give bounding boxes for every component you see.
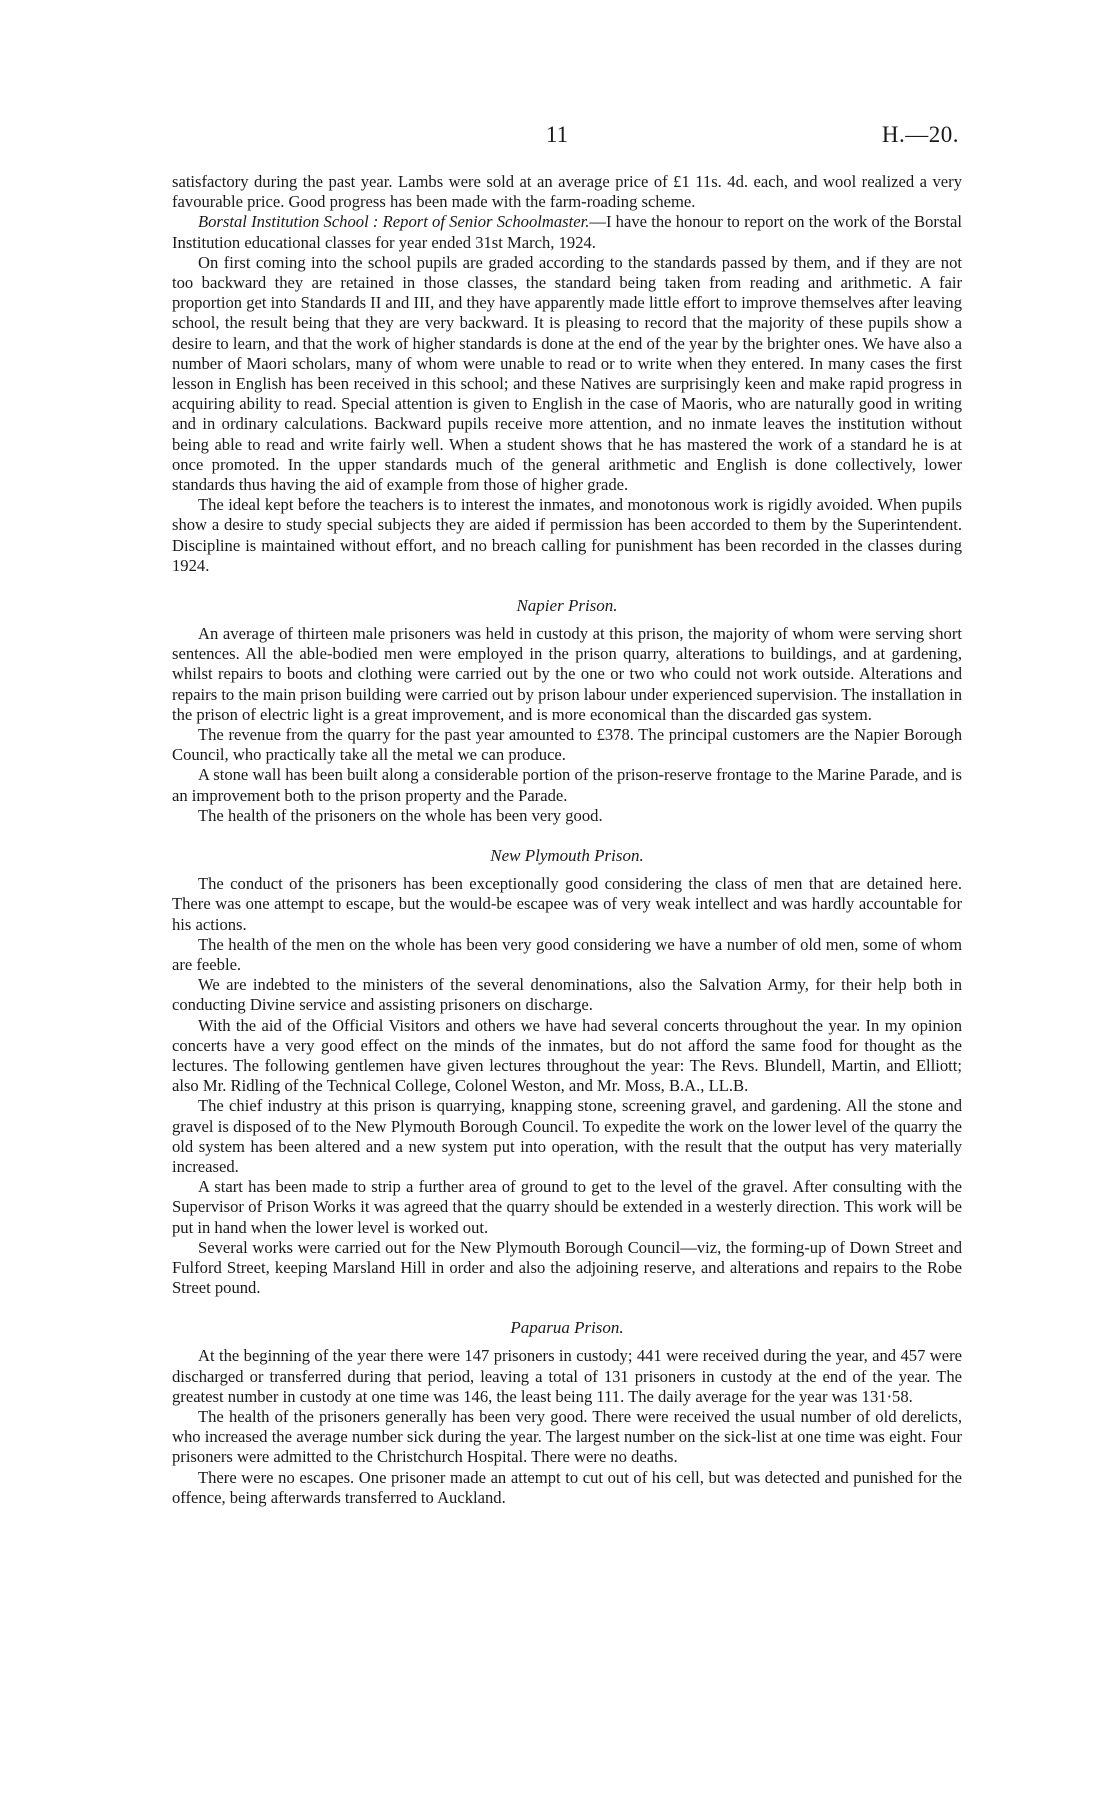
paragraph: The conduct of the prisoners has been exceptionally good considering the class of men that are detained here. There was one attempt to escape, but the would-be escapee was of very weak intellect and was hardly accountable for his actions. bbox=[172, 874, 962, 934]
page-number: 11 bbox=[545, 122, 569, 147]
paragraph: The health of the prisoners on the whole has been very good. bbox=[198, 805, 603, 825]
paragraph: Several works were carried out for the New Plymouth Borough Council—viz, the forming-up of Down Street and Fulford Street, keeping Marsland Hill in order and also the adjoining reserve, and alterations and repairs to the Robe Street pound. bbox=[172, 1237, 962, 1298]
paragraph: satisfactory during the past year. Lambs were sold at an average price of £1 11s. 4d. each, and wool realized a very favourable price. Good progress has been made with the farm-roading scheme. bbox=[172, 172, 962, 212]
paragraph: On first coming into the school pupils are graded according to the standards passed by them, and if they are not too backward they are retained in those classes, the standard being taken from reading and arithmetic. A fair proportion get into Standards II and III, and they have apparently made little effort to improve themselves after leaving school, the result being that they are very backward. It is pleasing to record that the majority of these pupils show a desire to learn, and that the work of higher standards is done at the end of the year by the brighter ones. We have also a number of Maori scholars, many of whom were unable to read or to write when they entered. In many cases the first lesson in English has been received in this school; and these Natives are surprisingly keen and make rapid progress in acquiring ability to read. Special attention is given to English in the case of Maoris, who are naturally good in writing and in ordinary calculations. Backward pupils receive more attention, and no inmate leaves the institution without being able to read and write fairly well. When a student shows that he has mastered the work of a standard he is at once promoted. In the upper standards much of the general arithmetic and English is done collectively, lower standards thus having the aid of example from those of higher grade. bbox=[172, 252, 962, 495]
paragraph: A stone wall has been built along a considerable portion of the prison-reserve frontage to the Marine Parade, and is an improvement both to the prison property and the Parade. bbox=[172, 765, 962, 805]
report-title: Borstal Institution School : Report of Senior Schoolmaster. bbox=[198, 212, 590, 232]
paragraph: At the beginning of the year there were 147 prisoners in custody; 441 were received during the year, and 457 were discharged or transferred during that period, leaving a total of 131 prisoners in custody at the end of the year. The greatest number in custody at one time was 146, the least being 111. The daily average for the year was 131·58. bbox=[172, 1346, 962, 1406]
paragraph: An average of thirteen male prisoners was held in custody at this prison, the majority of whom were serving short sentences. All the able-bodied men were employed in the prison quarry, alterations to buildings, and at gardening, whilst repairs to boots and clothing were carried out by the one or two who could not work outside. Alterations and repairs to the main prison building were carried out by prison labour under experienced supervision. The installation in the prison of electric light is a great improvement, and is more economical than the discarded gas system. bbox=[172, 624, 962, 724]
paragraph: The revenue from the quarry for the past year amounted to £378. The principal customers are the Napier Borough Council, who practically take all the metal we can produce. bbox=[172, 725, 962, 765]
paragraph: With the aid of the Official Visitors and others we have had several concerts throughout the year. In my opinion concerts have a very good effect on the minds of the inmates, but do not afford the same food for thought as the lectures. The following gentlemen have given lectures throughout the year: The Revs. Blundell, Martin, and Elliott; also Mr. Ridling of the Technical College, Colonel Weston, and Mr. Moss, B.A., LL.B. bbox=[172, 1015, 962, 1096]
paragraph: A start has been made to strip a further area of ground to get to the level of the gravel. After consulting with the Supervisor of Prison Works it was agreed that the quarry should be extended in a westerly direction. This work will be put in hand when the lower level is worked out. bbox=[172, 1177, 962, 1237]
body-text bbox=[172, 172, 962, 1508]
paragraph: There were no escapes. One prisoner made an attempt to cut out of his cell, but was detected and punished for the offence, being afterwards transferred to Auckland. bbox=[172, 1467, 962, 1507]
section-heading-napier: Napier Prison. bbox=[516, 596, 618, 616]
section-heading-paparua: Paparua Prison. bbox=[510, 1318, 624, 1338]
paragraph: The health of the men on the whole has been very good considering we have a number of old men, some of whom are feeble. bbox=[172, 934, 962, 974]
paragraph: The ideal kept before the teachers is to interest the inmates, and monotonous work is rigidly avoided. When pupils show a desire to study special subjects they are aided if permission has been accorded to them by the Superintendent. Discipline is maintained without effort, and no breach calling for punishment has been recorded in the classes during 1924. bbox=[172, 495, 962, 575]
document-reference: H.—20. bbox=[881, 122, 959, 147]
paragraph: The chief industry at this prison is quarrying, knapping stone, screening gravel, and gardening. All the stone and gravel is disposed of to the New Plymouth Borough Council. To expedite the work on the lower level of the quarry the old system has been altered and a new system put into operation, with the result that the output has very materially increased. bbox=[172, 1096, 962, 1176]
paragraph: The health of the prisoners generally has been very good. There were received the usual number of old derelicts, who increased the average number sick during the year. The largest number on the sick-list at one time was eight. Four prisoners were admitted to the Christchurch Hospital. There were no deaths. bbox=[172, 1406, 962, 1467]
report-intro: —I have the honour to report on the work of the Borstal Institution educational classes for year ended 31st March, 1924. bbox=[172, 212, 962, 252]
section-heading-new-plymouth: New Plymouth Prison. bbox=[490, 846, 644, 866]
paragraph: We are indebted to the ministers of the several denominations, also the Salvation Army, for their help both in conducting Divine service and assisting prisoners on discharge. bbox=[172, 975, 962, 1015]
schoolmaster-report-paragraph bbox=[172, 212, 962, 252]
